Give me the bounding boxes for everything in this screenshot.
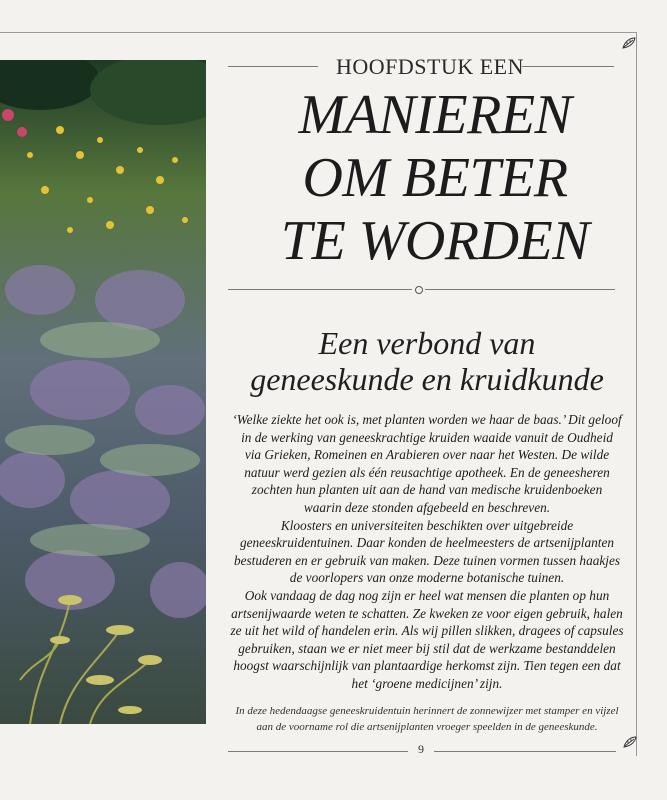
body-line: ‘Welke ziekte het ook is, met planten worden we haar de baas.’ Dit geloof: [232, 412, 622, 427]
body-line: ze uit het wild of handelen erin. Als wij pillen slikken, dragees of capsules: [230, 623, 624, 639]
chapter-title-line: TE WORDEN: [280, 210, 590, 272]
body-line: de voorlopers van onze moderne botanische tuinen.: [289, 570, 565, 586]
chapter-title-line: MANIEREN: [298, 84, 572, 146]
chapter-label: HOOFDSTUK EEN: [336, 54, 524, 79]
body-line: waarin deze stonden afgebeeld en beschreven.: [303, 499, 551, 515]
circle-ornament-icon: [415, 286, 423, 294]
leaf-ornament-icon: [622, 735, 638, 749]
body-line: Ook vandaag de dag nog zijn er heel wat mensen die planten op hun: [244, 587, 610, 603]
body-line: via Grieken, Romeinen en Arabieren over naar het Westen. De wilde: [244, 447, 610, 463]
caption-line: In deze hedendaagse geneeskruidentuin herinnert de zonnewijzer met stamper en vijzel: [235, 705, 619, 717]
body-line: geneeskruidentuinen. Daar konden de heelmeesters de artsenijplanten: [239, 535, 615, 551]
herb-garden-photo: [0, 60, 206, 724]
footer-rule-left: [228, 751, 408, 752]
chapter-title-line: OM BETER: [302, 147, 568, 209]
leaf-ornament-icon: [621, 36, 637, 50]
body-line: het ‘groene medicijnen’ zijn.: [351, 675, 503, 691]
chapter-title: [240, 84, 630, 273]
photo-caption: [222, 703, 632, 735]
section-heading-line: geneeskunde en kruidkunde: [250, 361, 604, 397]
page-number: 9: [409, 742, 433, 757]
body-line: hoogst waarschijnlijk van plantaardige herkomst zijn. Tien tegen een dat: [233, 658, 621, 674]
body-line: gebruiken, staan we er niet meer bij stil dat de werkzame bestanddelen: [238, 640, 616, 656]
body-line: natuur werd gezien als één reusachtige apotheek. En de geneesheren: [244, 464, 610, 480]
divider-rule-right: [425, 289, 615, 290]
body-line: in de werking van geneeskrachtige kruiden waaide vanuit de Oudheid: [241, 429, 613, 445]
divider-rule-left: [228, 289, 412, 290]
body-line: bestuderen en er gebruik van maken. Deze tuinen vormen tussen haakjes: [233, 552, 621, 568]
body-text: [222, 411, 632, 693]
body-line: artsenijwaarde weten te schatten. Ze kweken ze voor eigen gebruik, halen: [231, 605, 623, 621]
footer-rule-right: [434, 751, 616, 752]
section-heading-line: Een verbond van: [318, 325, 536, 361]
section-heading: [222, 325, 632, 397]
body-line: Kloosters en universiteiten beschikten over uitgebreide: [280, 517, 574, 533]
body-line: zochten hun planten uit aan de hand van medische kruidenboeken: [251, 482, 603, 498]
caption-line: aan de voorname rol die artsenijplanten vroeger speelden in de geneeskunde.: [256, 721, 598, 733]
